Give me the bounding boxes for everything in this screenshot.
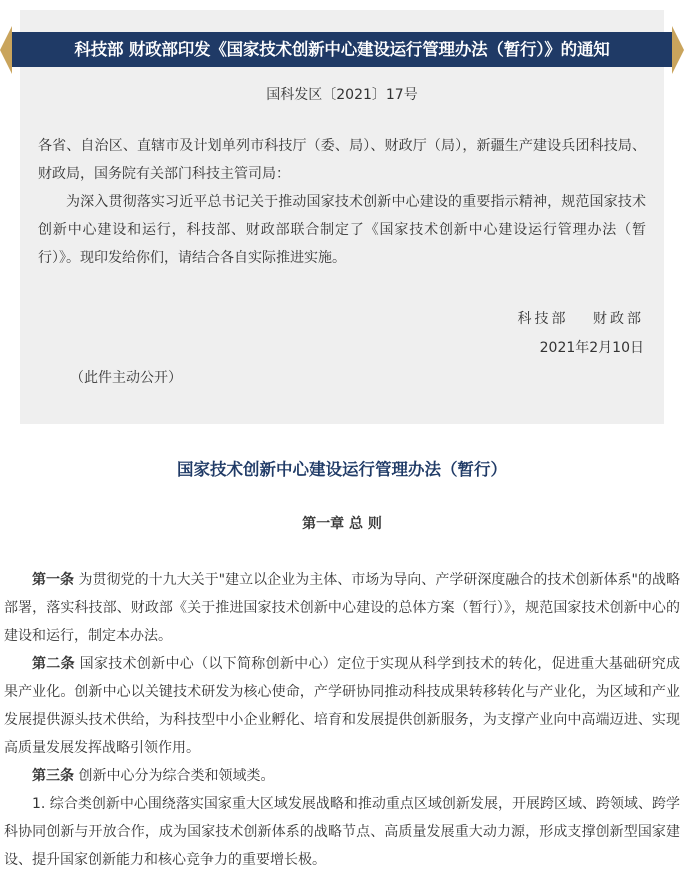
article-3 — [4, 762, 680, 790]
article-label: 第三条 — [32, 768, 74, 784]
article-1 — [4, 566, 680, 650]
article-label: 第一条 — [32, 572, 75, 588]
banner-ribbon-right — [672, 26, 684, 74]
sign-date: 2021年2月10日 — [539, 340, 644, 356]
article-text: 为贯彻党的十九大关于"建立以企业为主体、市场为导向、产学研深度融合的技术创新体系"的战略部署，落实科技部、财政部《关于推进国家技术创新中心建设的总体方案（暂行）》，规范国家技术创新中心的建设和运行，制定本办法。 — [4, 572, 681, 644]
addressees: 各省、自治区、直辖市及计划单列市科技厅（委、局）、财政厅（局），新疆生产建设兵团科技局、财政局，国务院有关部门科技主管司局： — [38, 138, 646, 182]
article-label: 第二条 — [32, 656, 75, 672]
signers: 科技部 财政部 — [517, 311, 644, 327]
article-text: 创新中心分为综合类和领域类。 — [74, 768, 275, 784]
notice-title: 科技部 财政部印发《国家技术创新中心建设运行管理办法（暂行）》的通知 — [74, 40, 610, 59]
article-2 — [4, 650, 680, 762]
document-number: 国科发区〔2021〕17号 — [266, 87, 418, 103]
public-note: （此件主动公开） — [70, 370, 182, 386]
banner-ribbon-left — [0, 26, 12, 74]
notice-title-banner — [12, 26, 672, 74]
article-3-item-1: 1. 综合类创新中心围绕落实国家重大区域发展战略和推动重点区域创新发展，开展跨区域、跨领域、跨学科协同创新与开放合作，成为国家技术创新体系的战略节点、高质量发展重大动力源，形成支撑创新型国家建设、提升国家创新能力和核心竞争力的重要增长极。 — [4, 796, 680, 868]
measures-title: 国家技术创新中心建设运行管理办法（暂行） — [177, 460, 507, 479]
chapter-heading: 第一章 总 则 — [302, 516, 382, 532]
notice-body: 为深入贯彻落实习近平总书记关于推动国家技术创新中心建设的重要指示精神，规范国家技术创新中心建设和运行，科技部、财政部联合制定了《国家技术创新中心建设运行管理办法（暂行）》。现印发给你们，请结合各自实际推进实施。 — [38, 194, 646, 266]
article-text: 国家技术创新中心（以下简称创新中心）定位于实现从科学到技术的转化，促进重大基础研究成果产业化。创新中心以关键技术研发为核心使命，产学研协同推动科技成果转移转化与产业化，为区域和产业发展提供源头技术供给，为科技型中小企业孵化、培育和发展提供创新服务，为支撑产业向中高端迈进、实现高质量发展发挥战略引领作用。 — [4, 656, 680, 756]
